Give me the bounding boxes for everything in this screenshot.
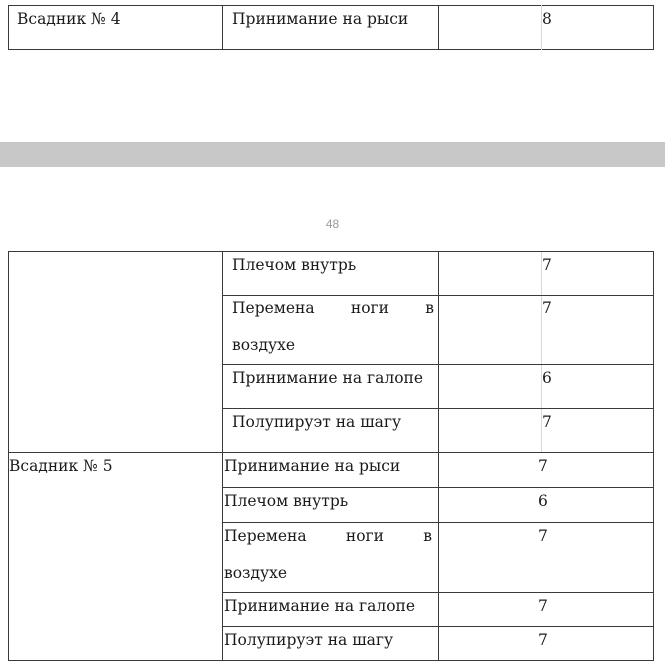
score-cell: 7 — [538, 527, 548, 545]
element-cell: Плечом внутрь — [232, 256, 357, 274]
element-cell-line2: воздухе — [224, 564, 288, 582]
element-cell: Полупируэт на шагу — [224, 631, 394, 649]
element-cell-line2: воздухе — [232, 336, 296, 354]
word: в — [423, 527, 432, 545]
element-cell: Принимание на рыси — [224, 457, 401, 475]
rider-4-label: Всадник № 4 — [17, 10, 121, 28]
score-cell: 7 — [542, 413, 552, 431]
element-cell: Принимание на рыси — [232, 10, 409, 28]
score-cell: 7 — [542, 299, 552, 317]
score-cell: 7 — [542, 256, 552, 274]
word: Перемена — [232, 299, 315, 317]
element-cell: Принимание на галопе — [224, 597, 416, 615]
element-cell: Плечом внутрь — [224, 492, 349, 510]
element-cell: Полупируэт на шагу — [232, 413, 402, 431]
rider-5-label: Всадник № 5 — [9, 457, 113, 475]
element-cell — [232, 299, 434, 317]
score-cell: 8 — [542, 10, 552, 28]
word: Перемена — [224, 527, 307, 545]
score-cell: 6 — [538, 492, 548, 510]
page-number: 48 — [325, 217, 340, 231]
score-cell: 7 — [538, 631, 548, 649]
element-cell — [224, 527, 432, 545]
score-cell: 6 — [542, 369, 552, 387]
word: в — [425, 299, 434, 317]
score-cell: 7 — [538, 457, 548, 475]
word: ноги — [345, 527, 384, 545]
element-cell: Принимание на галопе — [232, 369, 424, 387]
word: ноги — [350, 299, 389, 317]
page-separator — [0, 142, 665, 167]
score-cell: 7 — [538, 597, 548, 615]
